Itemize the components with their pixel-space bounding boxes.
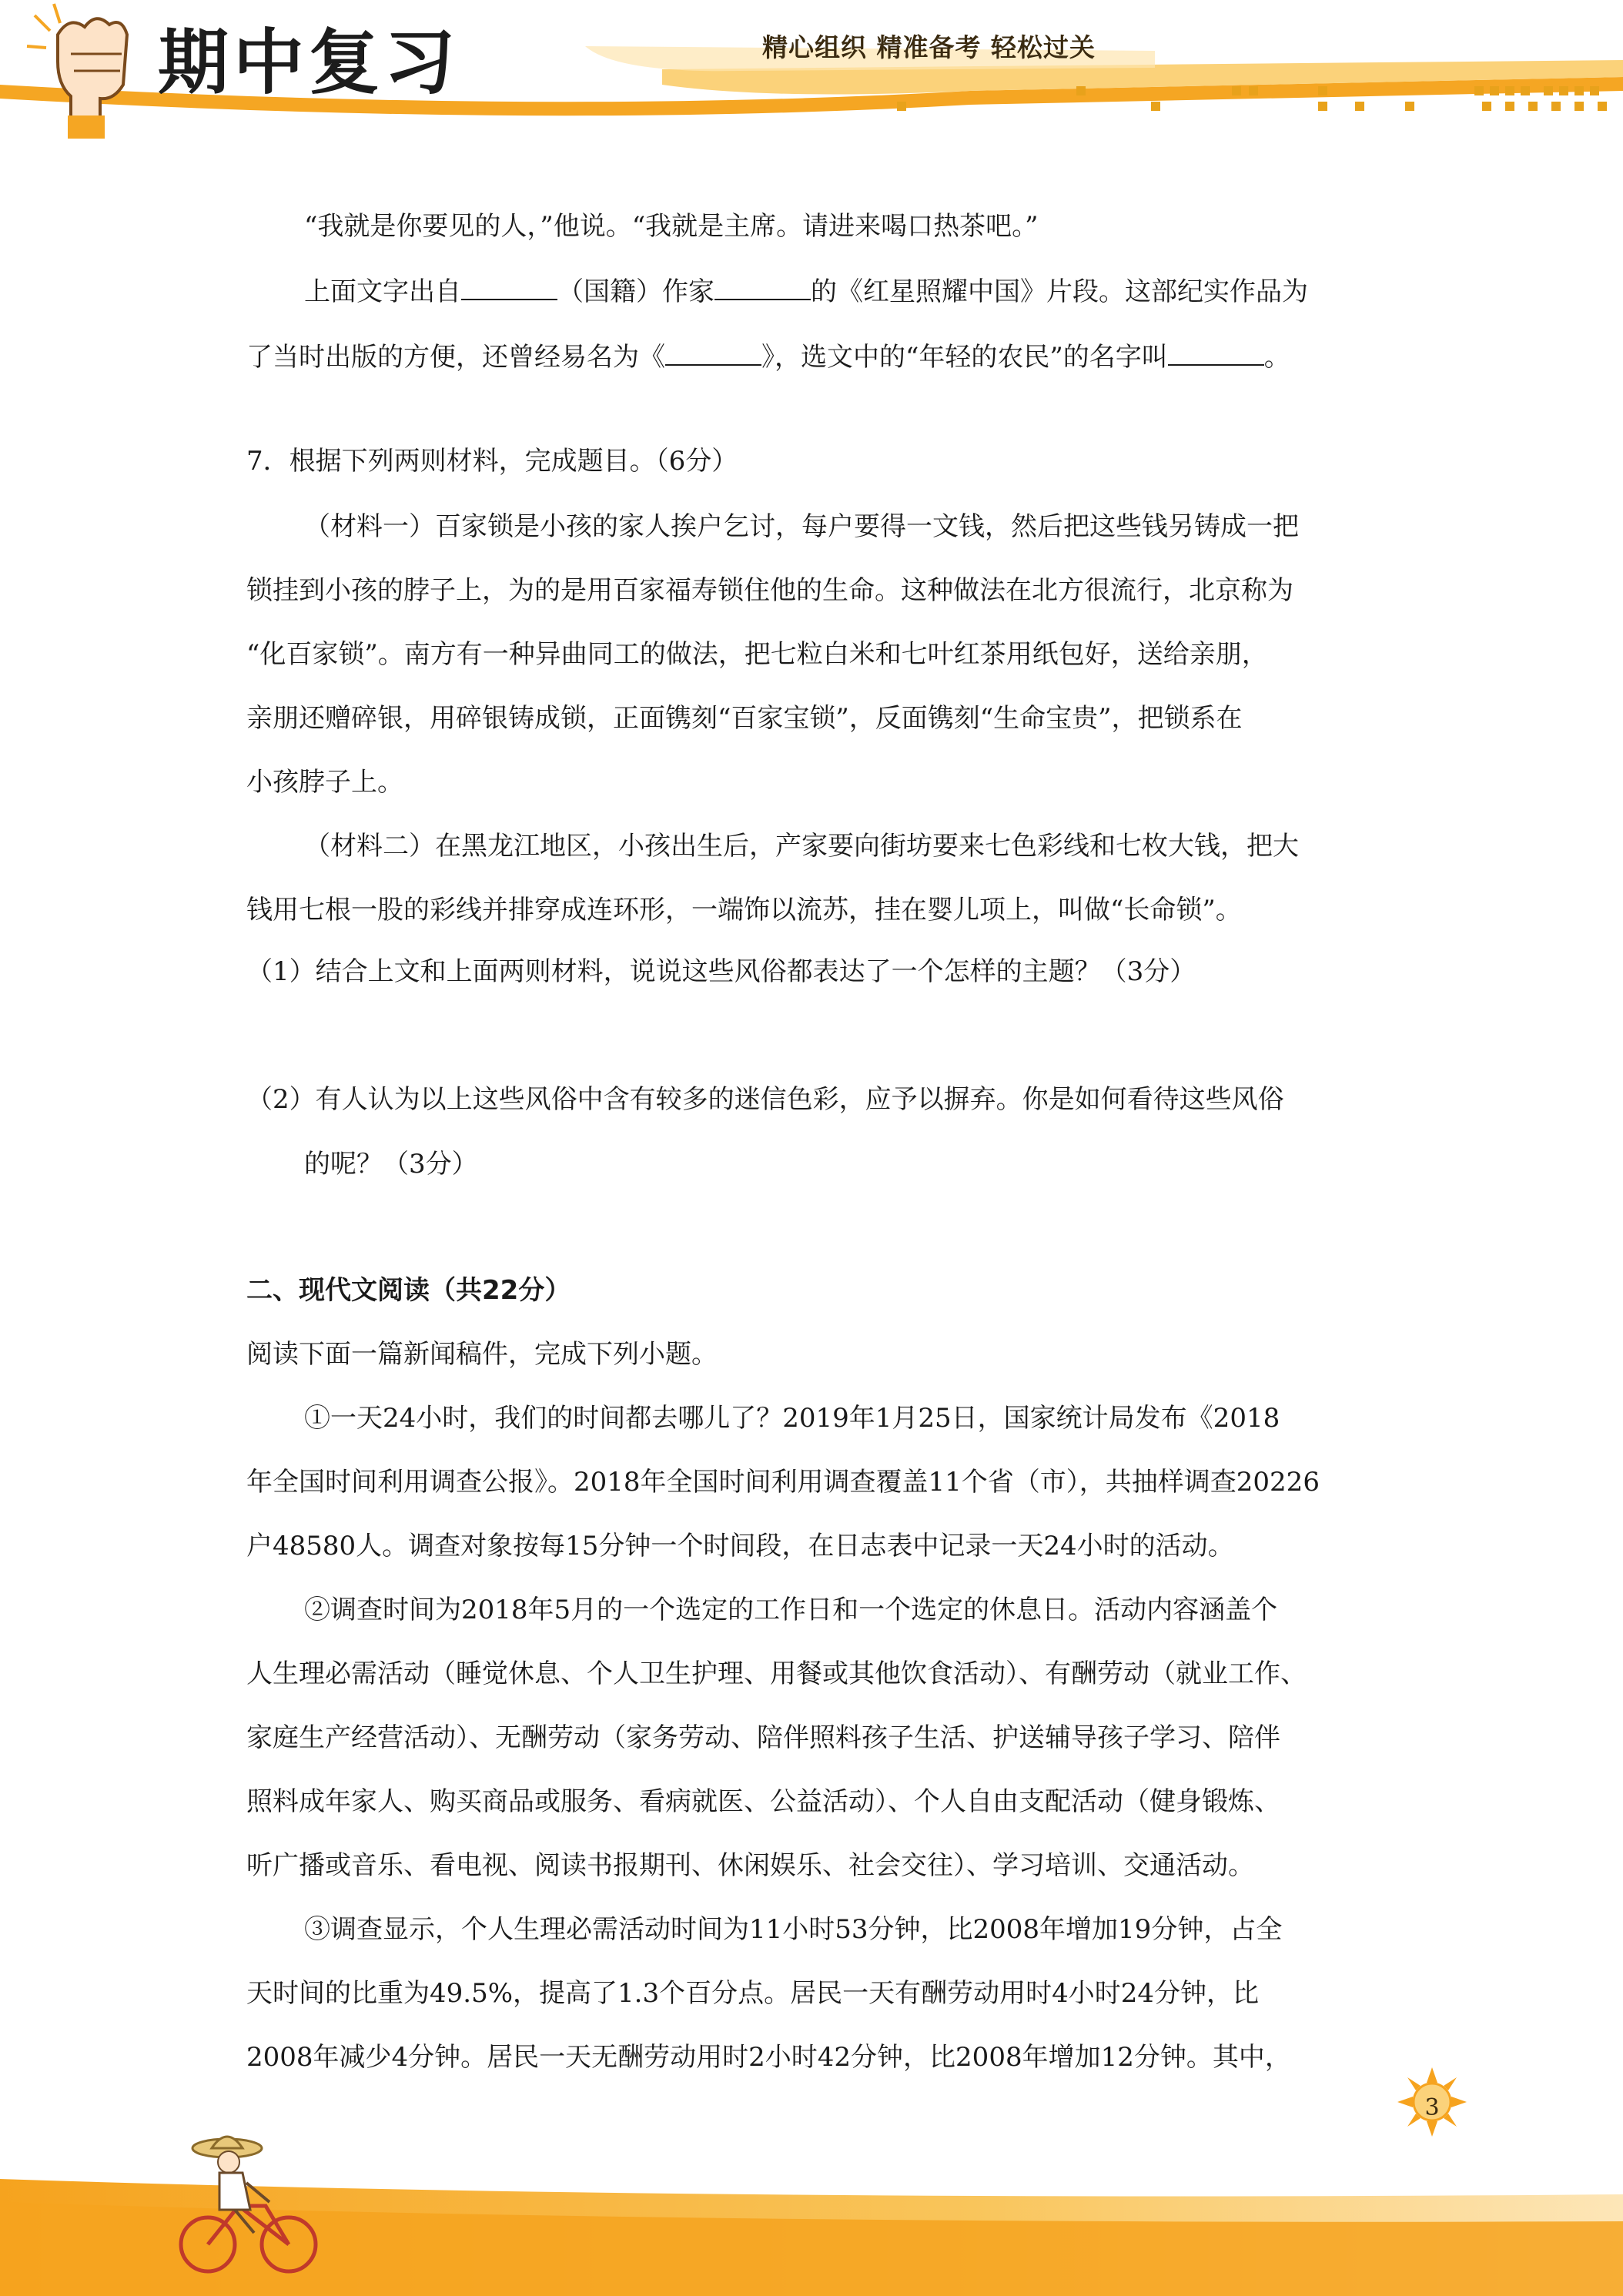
q6-text: 》，选文中的“年轻的农民”的名字叫 — [761, 342, 1168, 373]
article-para1-line: 年全国时间利用调查公报》。2018年全国时间利用调查覆盖11个省（市），共抽样调查20226 — [246, 1467, 1320, 1498]
q7-material2-line: 钱用七根一股的彩线并排穿成连环形，一端饰以流苏，挂在婴儿项上，叫做“长命锁”。 — [246, 895, 1242, 925]
answer-blank-farmer-name[interactable] — [1168, 341, 1264, 366]
q6-text: 。 — [1263, 342, 1290, 373]
q7-material1-line: 小孩脖子上。 — [246, 767, 403, 798]
section-2-title: 二、现代文阅读（共22分） — [246, 1275, 571, 1306]
article-para2-line: 人生理必需活动（睡觉休息、个人卫生护理、用餐或其他饮食活动）、有酬劳动（就业工作、 — [246, 1658, 1307, 1689]
article-para3-line: ③调查显示，个人生理必需活动时间为11小时53分钟，比2008年增加19分钟，占全 — [304, 1914, 1283, 1945]
page-header — [0, 0, 1623, 154]
page-footer — [0, 2079, 1623, 2296]
q6-text: 的《红星照耀中国》片段。这部纪实作品为 — [811, 276, 1308, 307]
header-title: 期中复习 — [158, 22, 460, 104]
q7-material1-line: （材料一）百家锁是小孩的家人挨户乞讨，每户要得一文钱，然后把这些钱另铸成一把 — [304, 511, 1299, 542]
q7-material1-line: “化百家锁”。南方有一种异曲同工的做法，把七粒白米和七叶红茶用纸包好，送给亲朋， — [246, 639, 1268, 670]
answer-blank-nationality[interactable] — [461, 276, 557, 300]
article-para3-line: 天时间的比重为49.5%，提高了1.3个百分点。居民一天有酬劳动用时4小时24分钟，比 — [246, 1978, 1259, 2009]
page-number: 3 — [1424, 2094, 1440, 2121]
q6-line-1 — [304, 273, 1436, 310]
q6-text: （国籍）作家 — [557, 276, 714, 307]
section-2-intro: 阅读下面一篇新闻稿件，完成下列小题。 — [246, 1339, 718, 1370]
q7-subquestion-2-cont: 的呢？（3分） — [304, 1149, 478, 1180]
article-para2-line: 家庭生产经营活动）、无酬劳动（家务劳动、陪伴照料孩子生活、护送辅导孩子学习、陪伴 — [246, 1722, 1280, 1753]
q6-line-2 — [246, 339, 1378, 376]
article-para2-line: 照料成年家人、购买商品或服务、看病就医、公益活动）、个人自由支配活动（健身锻炼、 — [246, 1786, 1280, 1817]
q7-title: 7．根据下列两则材料，完成题目。（6分） — [246, 446, 738, 477]
bicycle-rider-icon — [173, 2125, 327, 2279]
article-para2-line: 听广播或音乐、看电视、阅读书报期刊、休闲娱乐、社会交往）、学习培训、交通活动。 — [246, 1850, 1254, 1881]
answer-blank-alt-title[interactable] — [665, 341, 761, 366]
article-para3-line: 2008年减少4分钟。居民一天无酬劳动用时2小时42分钟，比2008年增加12分钟。其中， — [246, 2042, 1291, 2073]
article-para2-line: ②调查时间为2018年5月的一个选定的工作日和一个选定的休息日。活动内容涵盖个 — [304, 1595, 1278, 1625]
q7-material1-line: 亲朋还赠碎银，用碎银铸成锁，正面镌刻“百家宝锁”，反面镌刻“生命宝贵”，把锁系在 — [246, 703, 1243, 734]
article-para1-line: ①一天24小时，我们的时间都去哪儿了？2019年1月25日，国家统计局发布《2018 — [304, 1403, 1280, 1434]
answer-blank-author[interactable] — [714, 276, 811, 300]
q7-material1-line: 锁挂到小孩的脖子上，为的是用百家福寿锁住他的生命。这种做法在北方很流行，北京称为 — [246, 575, 1293, 606]
q6-text: 了当时出版的方便，还曾经易名为《 — [246, 342, 665, 373]
q7-material2-line: （材料二）在黑龙江地区，小孩出生后，产家要向街坊要来七色彩线和七枚大钱，把大 — [304, 831, 1299, 862]
header-slogan: 精心组织 精准备考 轻松过关 — [762, 32, 1096, 62]
q6-quote: “我就是你要见的人，”他说。“我就是主席。请进来喝口热茶吧。” — [304, 211, 1039, 242]
q7-subquestion-2: （2）有人认为以上这些风俗中含有较多的迷信色彩，应予以摒弃。你是如何看待这些风俗 — [246, 1084, 1284, 1115]
q7-subquestion-1: （1）结合上文和上面两则材料，说说这些风俗都表达了一个怎样的主题？（3分） — [246, 956, 1196, 987]
q6-text: 上面文字出自 — [304, 276, 461, 307]
raised-fist-icon — [23, 0, 139, 139]
article-para1-line: 户48580人。调查对象按每15分钟一个时间段，在日志表中记录一天24小时的活动。 — [246, 1531, 1234, 1561]
